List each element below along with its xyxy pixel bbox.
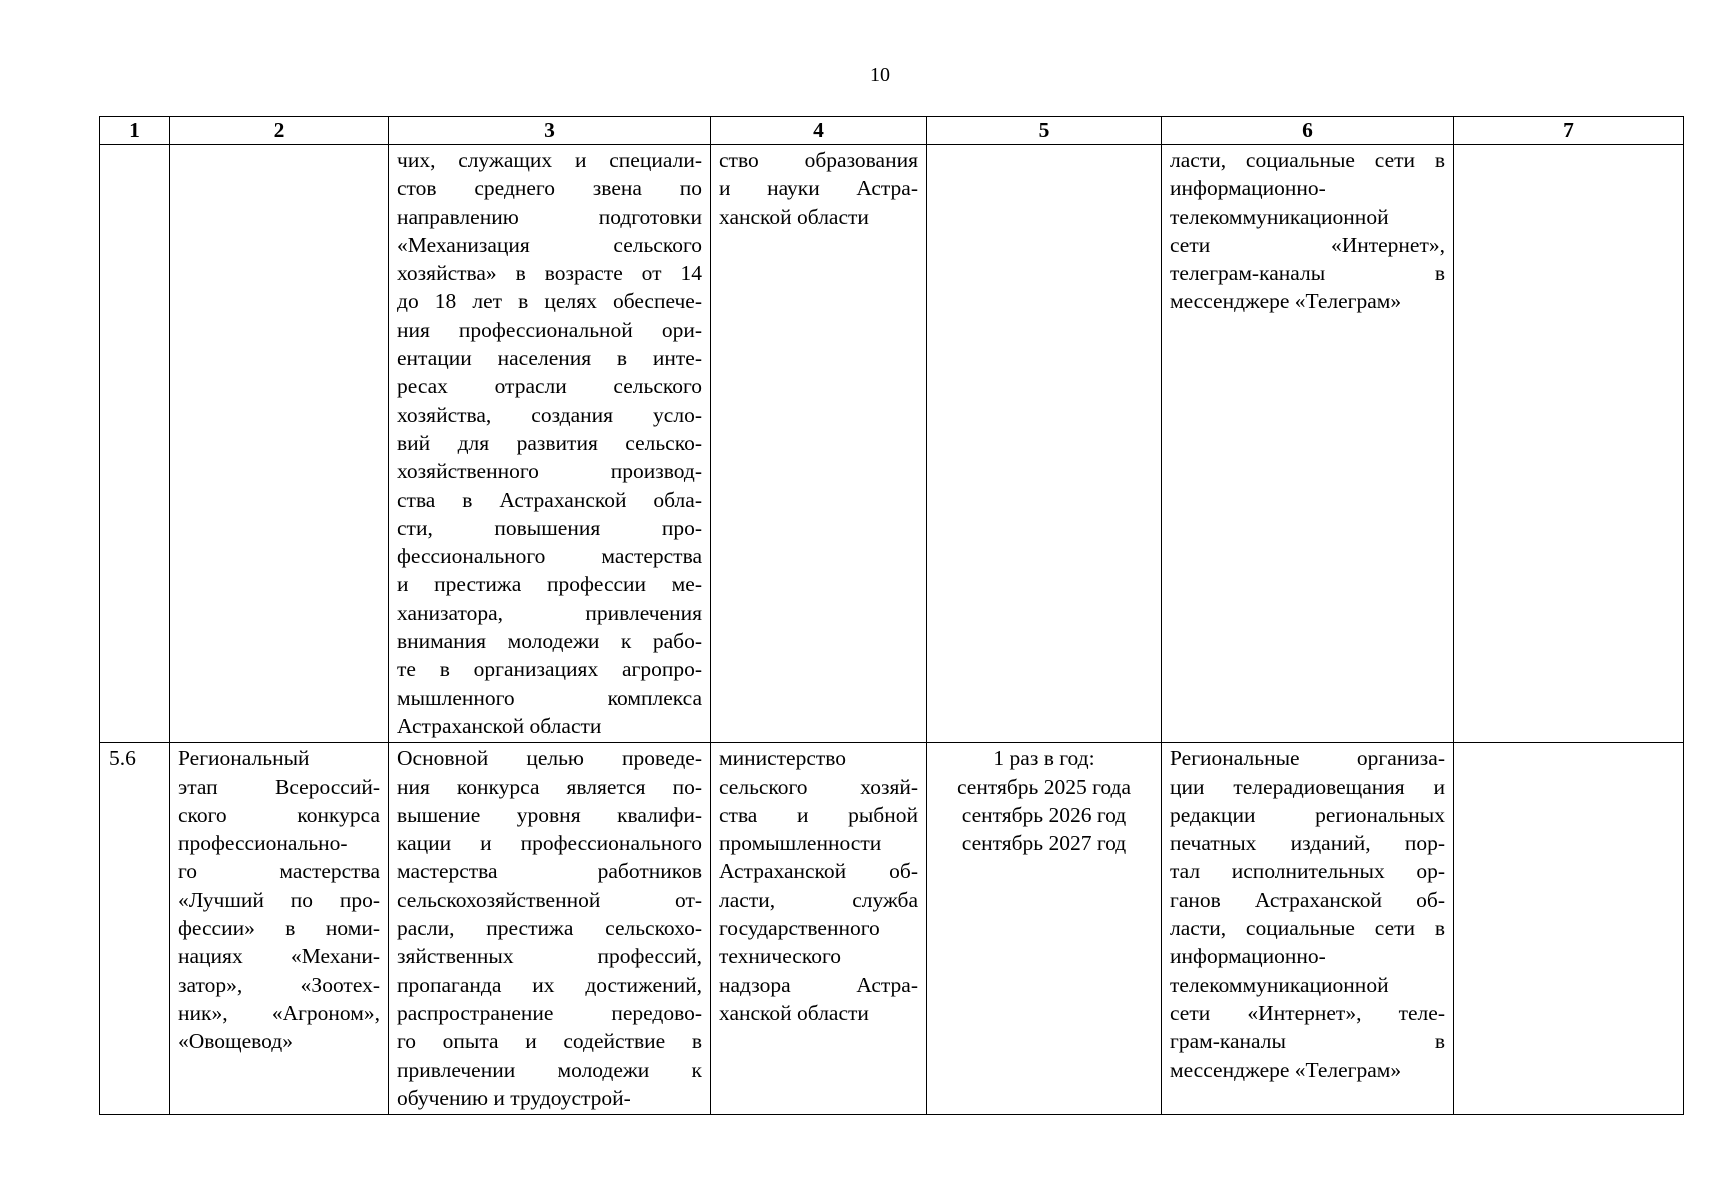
cell-text-line: «Механизация сельского xyxy=(397,232,702,257)
cell-text-line: печатных изданий, пор- xyxy=(1170,831,1445,856)
table-row xyxy=(100,145,1684,743)
cell-text-line: ханизатора, привлечения xyxy=(397,600,702,625)
cell-number: 5.6 xyxy=(100,743,170,1115)
cell-text-line: ции телерадиовещания и xyxy=(1170,774,1445,799)
cell-event-name xyxy=(170,743,389,1115)
cell-description xyxy=(389,743,711,1115)
cell-text-line: зяйственных профессий, xyxy=(397,944,702,969)
cell-text-line: и науки Астра- xyxy=(719,176,918,201)
cell-text-line: телеграм-каналы в xyxy=(1170,261,1445,286)
cell-text-line: ства и рыбной xyxy=(719,802,918,827)
page-number: 10 xyxy=(870,64,890,86)
cell-text-line: и престижа профессии ме- xyxy=(397,572,702,597)
cell-text-line: государственного xyxy=(719,916,880,941)
cell-number xyxy=(100,145,170,743)
cell-media xyxy=(1162,145,1454,743)
plan-table xyxy=(99,116,1684,1115)
cell-event-name xyxy=(170,145,389,743)
cell-text-line: сентябрь 2025 года xyxy=(957,774,1131,799)
cell-text-line: до 18 лет в целях обеспече- xyxy=(397,289,702,314)
cell-text-line: кации и профессионального xyxy=(397,831,702,856)
cell-text-line: ласти, служба xyxy=(719,887,918,912)
cell-text-line: хозяйства» в возрасте от 14 xyxy=(397,261,702,286)
cell-text-line: надзора Астра- xyxy=(719,972,918,997)
cell-text-line: ханской области xyxy=(719,1000,869,1025)
cell-text-line: ганов Астраханской об- xyxy=(1170,887,1445,912)
cell-text-line: вий для развития сельско- xyxy=(397,430,702,455)
cell-text-line: мессенджере «Телеграм» xyxy=(1170,1057,1402,1082)
cell-text-line: сети «Интернет», xyxy=(1170,232,1445,257)
cell-text-line: привлечении молодежи к xyxy=(397,1057,702,1082)
cell-text-line: ласти, социальные сети в xyxy=(1170,916,1445,941)
header-col-1: 1 xyxy=(100,117,170,145)
table-header-row xyxy=(100,117,1684,145)
cell-text-line: те в организациях агропро- xyxy=(397,657,702,682)
cell-text-line: сельского хозяй- xyxy=(719,774,918,799)
header-col-5: 5 xyxy=(927,117,1162,145)
cell-text-line: сентябрь 2027 год xyxy=(961,831,1127,856)
cell-text-line: технического xyxy=(719,944,841,969)
cell-notes xyxy=(1454,145,1684,743)
cell-text-line: направлению подготовки xyxy=(397,204,702,229)
header-col-6: 6 xyxy=(1162,117,1454,145)
cell-text-line: нациях «Механи- xyxy=(178,944,380,969)
cell-dates xyxy=(927,743,1162,1115)
cell-text-line: Астраханской области xyxy=(397,713,602,738)
cell-text-line: Региональные организа- xyxy=(1170,746,1445,771)
cell-text-line: хозяйства, создания усло- xyxy=(397,402,702,427)
cell-text-line: хозяйственного производ- xyxy=(397,459,702,484)
cell-text-line: фессии» в номи- xyxy=(178,916,380,941)
cell-text-line: ник», «Агроном», xyxy=(178,1000,380,1025)
cell-text-line: чих, служащих и специали- xyxy=(397,148,702,172)
cell-description xyxy=(389,145,711,743)
cell-text-line: сети «Интернет», теле- xyxy=(1170,1000,1445,1025)
cell-text-line: ния конкурса является по- xyxy=(397,774,702,799)
cell-dates xyxy=(927,145,1162,743)
cell-text-line: тал исполнительных ор- xyxy=(1170,859,1445,884)
cell-text-line: профессионально- xyxy=(178,831,348,856)
table-row xyxy=(100,743,1684,1115)
cell-responsible xyxy=(711,743,927,1115)
cell-text-line: телекоммуникационной xyxy=(1170,204,1389,229)
cell-text-line: 1 раз в год: xyxy=(993,746,1095,771)
cell-text-line: сельскохозяйственной от- xyxy=(397,887,702,912)
cell-text-line: ния профессиональной ори- xyxy=(397,317,702,342)
cell-text-line: ентации населения в инте- xyxy=(397,346,702,371)
cell-text-line: грам-каналы в xyxy=(1170,1029,1445,1054)
cell-text-line: Региональный xyxy=(178,746,310,771)
cell-text-line: информационно- xyxy=(1170,944,1326,969)
cell-text-line: ского конкурса xyxy=(178,802,380,827)
cell-text-line: затор», «Зоотех- xyxy=(178,972,380,997)
cell-text-line: вышение уровня квалифи- xyxy=(397,802,702,827)
cell-text-line: пропаганда их достижений, xyxy=(397,972,702,997)
cell-text-line: сти, повышения про- xyxy=(397,515,702,540)
cell-text-line: информационно- xyxy=(1170,176,1326,201)
cell-text-line: телекоммуникационной xyxy=(1170,972,1389,997)
cell-text-line: «Лучший по про- xyxy=(178,887,380,912)
header-col-4: 4 xyxy=(711,117,927,145)
cell-text-line: ханской области xyxy=(719,204,869,229)
cell-text-line: расли, престижа сельскохо- xyxy=(397,916,702,941)
cell-media xyxy=(1162,743,1454,1115)
cell-responsible xyxy=(711,145,927,743)
cell-text-line: ства в Астраханской обла- xyxy=(397,487,702,512)
cell-text-line: «Овощевод» xyxy=(178,1029,293,1054)
cell-text-line: мышленного комплекса xyxy=(397,685,702,710)
cell-text-line: мессенджере «Телеграм» xyxy=(1170,289,1402,314)
cell-text-line: промышленности xyxy=(719,831,882,856)
cell-text-line: Основной целью проведе- xyxy=(397,746,702,771)
cell-text-line: ство образования xyxy=(719,148,918,172)
header-col-3: 3 xyxy=(389,117,711,145)
header-col-7: 7 xyxy=(1454,117,1684,145)
cell-text-line: Астраханской об- xyxy=(719,859,918,884)
cell-text-line: распространение передово- xyxy=(397,1000,702,1025)
cell-text-line: фессионального мастерства xyxy=(397,544,702,569)
cell-text-line: го опыта и содействие в xyxy=(397,1029,702,1054)
cell-text-line: стов среднего звена по xyxy=(397,176,702,201)
cell-text-line: го мастерства xyxy=(178,859,380,884)
cell-text-line: внимания молодежи к рабо- xyxy=(397,629,702,654)
cell-text-line: мастерства работников xyxy=(397,859,702,884)
cell-text-line: сентябрь 2026 год xyxy=(961,802,1127,827)
cell-notes xyxy=(1454,743,1684,1115)
cell-text-line: этап Всероссий- xyxy=(178,774,380,799)
cell-text-line: министерство xyxy=(719,746,847,771)
cell-text-line: ресах отрасли сельского xyxy=(397,374,702,399)
cell-text-line: ласти, социальные сети в xyxy=(1170,148,1445,172)
header-col-2: 2 xyxy=(170,117,389,145)
cell-text-line: редакции региональных xyxy=(1170,802,1445,827)
cell-text-line: обучению и трудоустрой- xyxy=(397,1085,631,1110)
